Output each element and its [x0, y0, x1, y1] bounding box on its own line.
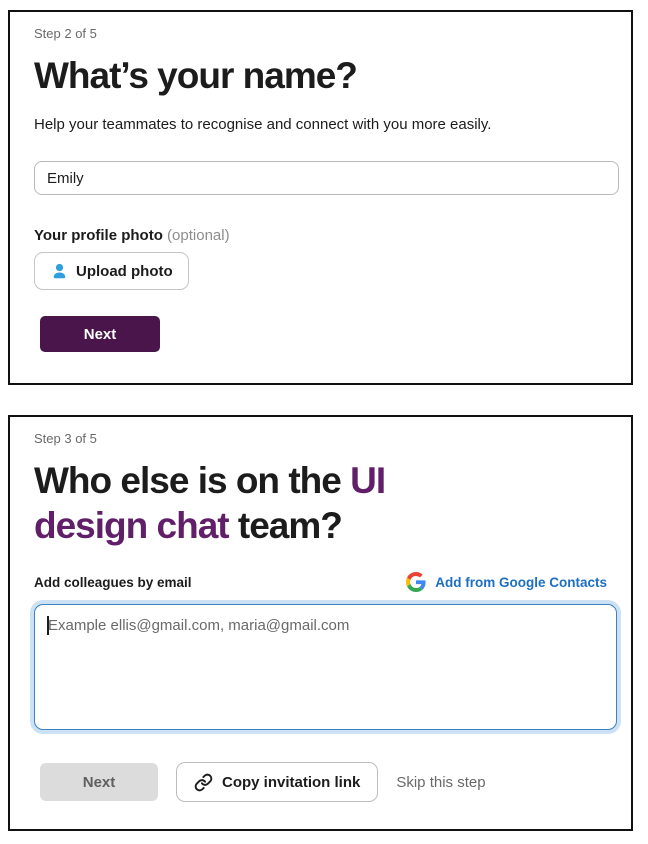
copy-invitation-link-button[interactable]: [176, 762, 378, 802]
page-title: [34, 458, 607, 548]
step-indicator: Step 3 of 5: [34, 431, 97, 446]
optional-hint: (optional): [167, 227, 230, 244]
upload-photo-button[interactable]: [34, 252, 189, 290]
google-contacts-link-label: Add from Google Contacts: [435, 574, 607, 590]
footer-actions: [40, 762, 607, 802]
copy-invitation-link-label: Copy invitation link: [222, 773, 361, 791]
next-button[interactable]: Next: [40, 316, 160, 352]
skip-this-step-link[interactable]: Skip this step: [396, 773, 486, 791]
onboarding-step-3-panel: [8, 415, 633, 831]
name-input[interactable]: [34, 161, 619, 195]
add-from-google-contacts-link[interactable]: [406, 572, 607, 592]
title-team-name-part1: UI: [350, 460, 386, 501]
profile-photo-label: [34, 227, 607, 244]
title-team-name-part2: design chat: [34, 505, 229, 546]
add-colleagues-label: Add colleagues by email: [34, 574, 192, 590]
step-indicator: Step 2 of 5: [34, 26, 97, 41]
onboarding-step-2-panel: [8, 10, 633, 385]
colleague-emails-textarea[interactable]: [34, 604, 617, 730]
email-textarea-wrap: [34, 604, 617, 730]
upload-photo-label: Upload photo: [76, 262, 173, 280]
google-logo-icon: [406, 572, 426, 592]
profile-photo-label-text: Your profile photo: [34, 227, 163, 244]
person-icon: [50, 262, 69, 281]
page-subtitle: Help your teammates to recognise and connect with you more easily.: [34, 116, 492, 133]
next-button[interactable]: Next: [40, 763, 158, 801]
title-text-dark: Who else is on the: [34, 460, 351, 501]
email-header-row: [34, 572, 607, 592]
link-chain-icon: [194, 773, 213, 792]
page-title: What’s your name?: [34, 55, 357, 96]
text-cursor: [47, 616, 49, 635]
title-text-dark-2: team?: [228, 505, 342, 546]
